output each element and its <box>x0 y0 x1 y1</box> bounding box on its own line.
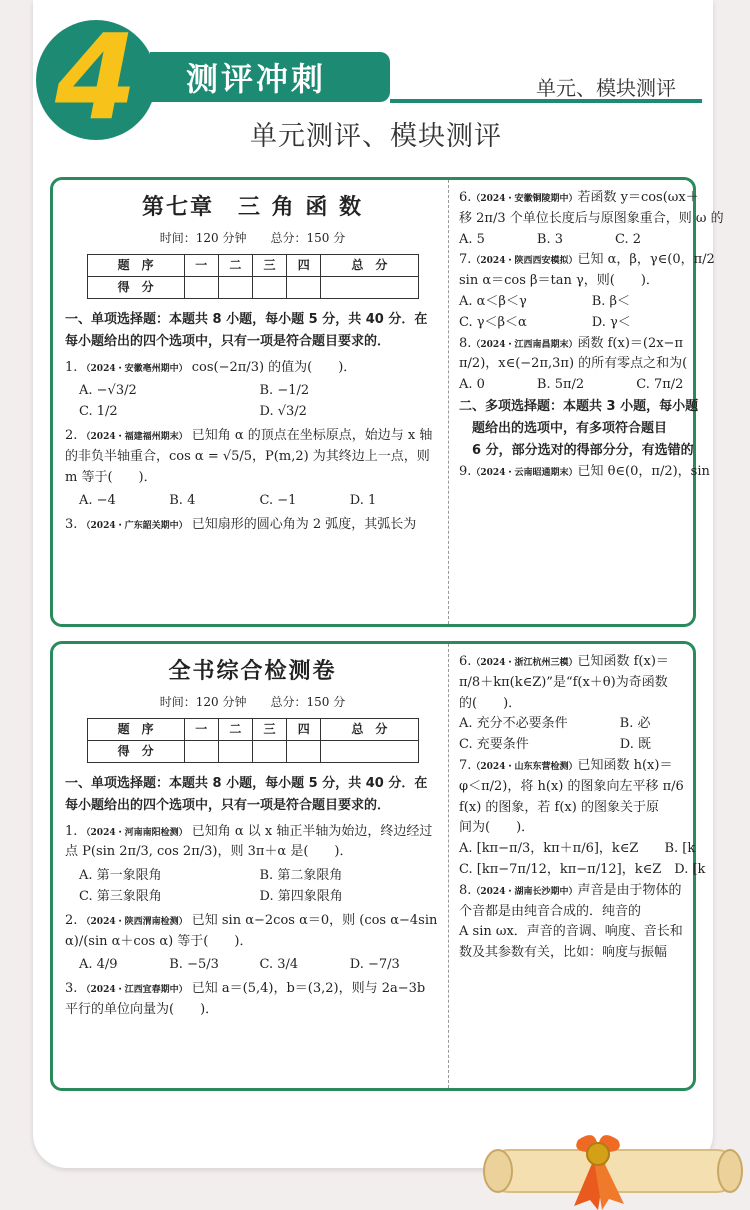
question-source: （2024・广东韶关期中） <box>81 521 188 532</box>
banner-title: 测评冲刺 <box>186 60 327 98</box>
text-line: A. 5 B. 3 C. 2 <box>459 231 642 247</box>
text-line: 个音都是由纯音合成的．纯音的 <box>459 903 642 919</box>
score-cell <box>252 741 286 763</box>
text-line: A. 0 B. 5π/2 C. 7π/2 <box>459 377 684 393</box>
text-line: A sin ωx．声音的音调、响度、音长和 <box>459 924 683 940</box>
question-2-options <box>65 491 440 512</box>
text-line: A. 充分不必要条件 B. 必 <box>459 716 651 732</box>
badge-number: 4 <box>54 8 138 146</box>
score-cell <box>184 277 218 299</box>
question-source: （2024・福建福州期末） <box>81 431 188 442</box>
exam-meta: 时间：120 分钟 总分：150 分 <box>159 231 346 246</box>
question-text: 已知 a＝(5,4)，b＝(3,2)，则与 2a−3b 平行的单位向量为( )． <box>65 981 426 1017</box>
question-source: （2024・安徽亳州期中） <box>81 363 188 374</box>
score-header: 一 <box>184 255 218 277</box>
text-line: A. α＜β＜γ B. β＜ <box>459 293 631 309</box>
score-row-label: 得 分 <box>87 741 184 763</box>
option: D. 1 <box>349 493 377 509</box>
score-cell <box>287 277 321 299</box>
left-column <box>53 644 448 1088</box>
question-1 <box>65 358 440 379</box>
score-cell <box>184 741 218 763</box>
scroll-with-ribbon-icon <box>478 1120 748 1210</box>
exam-preview-comprehensive <box>50 641 706 1091</box>
score-table <box>87 254 419 299</box>
banner-right-label: 单元、模块测评 <box>536 76 676 100</box>
exam-title: 第七章 三 角 函 数 <box>142 195 363 220</box>
text-line: 7.（2024・陕西西安模拟）已知 α，β，γ∈(0，π/2 <box>459 252 715 268</box>
text-line: 的( )． <box>459 695 522 711</box>
option: D. √3/2 <box>259 404 307 420</box>
text-line: 二、多项选择题：本题共 3 小题，每小题 <box>459 398 699 414</box>
score-cell <box>287 741 321 763</box>
question-text: 已知 sin α−2cos α＝0，则 (cos α−4sin α)/(sin α＋cos α) 等于( )． <box>65 912 438 949</box>
option: B. 4 <box>169 493 196 509</box>
exam-title: 全书综合检测卷 <box>168 659 337 684</box>
text-line: 间为( )． <box>459 820 535 836</box>
question-3 <box>65 979 440 1021</box>
score-header: 二 <box>218 255 252 277</box>
text-line: π/2)，x∈(−2π,3π) 的所有零点之和为( <box>459 356 688 372</box>
text-line: 数及其参数有关，比如：响度与振幅 <box>459 945 668 961</box>
section-heading: 一、单项选择题：本题共 8 小题，每小题 5 分，共 40 分．在每小题给出的四个选项中，只有一项是符合题目要求的． <box>65 776 428 814</box>
question-number: 3. <box>65 517 78 533</box>
exam-meta: 时间：120 分钟 总分：150 分 <box>159 695 346 710</box>
score-header: 四 <box>287 255 321 277</box>
left-column <box>53 180 448 624</box>
option: A. −4 <box>79 493 116 509</box>
text-line: C. [kπ−7π/12，kπ−π/12]，k∈Z D. [k <box>459 861 706 877</box>
score-header: 题 序 <box>87 255 184 277</box>
option: B. 第二象限角 <box>259 868 343 884</box>
text-line: C. 充要条件 D. 既 <box>459 737 651 753</box>
option: A. 第一象限角 <box>79 868 162 884</box>
question-1 <box>65 822 440 864</box>
question-1-options <box>65 866 440 908</box>
option: C. −1 <box>259 493 297 509</box>
question-number: 2. <box>65 912 78 928</box>
question-text: 已知角 α 以 x 轴正半轴为始边，终边经过点 P(sin 2π/3, cos 2π/3)，则 3π＋α 是( )． <box>65 823 433 860</box>
score-header: 总 分 <box>321 719 418 741</box>
question-number: 3. <box>65 981 78 997</box>
score-header: 题 序 <box>87 719 184 741</box>
text-line: 6 分，部分选对的得部分分，有选错的 <box>459 443 694 459</box>
question-number: 1. <box>65 823 78 839</box>
text-line: 8.（2024・湖南长沙期中）声音是由于物体的 <box>459 882 682 898</box>
text-line: π/8＋kπ(k∈Z)”是“f(x＋θ)为奇函数 <box>459 674 668 690</box>
page-subtitle: 单元测评、模块测评 <box>250 121 502 152</box>
text-line: 题给出的选项中，有多项符合题目 <box>459 421 668 437</box>
text-line: 移 2π/3 个单位长度后与原图象重合，则 ω 的 <box>459 210 724 226</box>
right-column <box>448 644 706 1088</box>
score-header: 一 <box>184 719 218 741</box>
score-cell <box>321 277 418 299</box>
score-header: 二 <box>218 719 252 741</box>
text-line: f(x) 的图象，若 f(x) 的图象关于原 <box>459 799 659 815</box>
option: D. −7/3 <box>349 957 400 973</box>
score-cell <box>218 741 252 763</box>
exam-preview-chapter7 <box>50 177 724 627</box>
text-line: 6.（2024・浙江杭州三模）已知函数 f(x)＝ <box>459 654 669 669</box>
text-line: 6.（2024・安徽铜陵期中）若函数 y＝cos(ωx＋ <box>459 190 699 205</box>
text-line: 9.（2024・云南昭通期末）已知 θ∈(0，π/2)，sin <box>459 464 710 480</box>
question-source: （2024・河南南阳检测） <box>81 827 188 838</box>
score-table <box>87 718 419 763</box>
option: C. 3/4 <box>259 957 299 973</box>
option: D. 第四象限角 <box>259 888 343 904</box>
text-line: C. γ＜β＜α D. γ＜ <box>459 314 631 330</box>
question-number: 1. <box>65 359 78 375</box>
score-header: 四 <box>287 719 321 741</box>
question-text: 已知角 α 的顶点在坐标原点，始边与 x 轴的非负半轴重合，cos α = √5/5，P(m,2) 为其终边上一点，则 m 等于( )． <box>65 427 433 485</box>
text-line: sin α＝cos β＝tan γ，则( )． <box>459 273 659 289</box>
option: C. 第三象限角 <box>79 888 162 904</box>
score-cell <box>321 741 418 763</box>
score-header: 总 分 <box>321 255 418 277</box>
score-row-label: 得 分 <box>87 277 184 299</box>
text-line: 8.（2024・江西南昌期末）函数 f(x)＝(2x−π <box>459 335 683 351</box>
question-2 <box>65 911 440 953</box>
option: A. −√3/2 <box>79 383 137 399</box>
option: B. −5/3 <box>169 957 219 973</box>
right-column <box>448 180 724 624</box>
score-cell <box>252 277 286 299</box>
text-line: φ＜π/2)，将 h(x) 的图象向左平移 π/6 <box>459 778 684 794</box>
score-cell <box>218 277 252 299</box>
option: A. 4/9 <box>79 957 118 973</box>
question-2 <box>65 426 440 488</box>
score-header: 三 <box>252 719 286 741</box>
question-text: cos(−2π/3) 的值为( )． <box>191 359 357 375</box>
question-source: （2024・江西宜春期中） <box>81 985 188 996</box>
question-3 <box>65 515 440 536</box>
score-header: 三 <box>252 255 286 277</box>
question-2-options <box>65 955 440 976</box>
option: C. 1/2 <box>79 404 118 420</box>
text-line: A. [kπ−π/3，kπ＋π/6]，k∈Z B. [k <box>459 841 696 857</box>
question-source: （2024・陕西渭南检测） <box>81 916 188 927</box>
question-text: 已知扇形的圆心角为 2 弧度，其弧长为 <box>191 517 417 533</box>
option: B. −1/2 <box>259 383 310 399</box>
section-heading: 一、单项选择题：本题共 8 小题，每小题 5 分，共 40 分．在每小题给出的四个选项中，只有一项是符合题目要求的． <box>65 312 428 350</box>
question-1-options <box>65 381 440 423</box>
text-line: 7.（2024・山东东营检测）已知函数 h(x)＝ <box>459 757 673 773</box>
question-number: 2. <box>65 427 78 443</box>
